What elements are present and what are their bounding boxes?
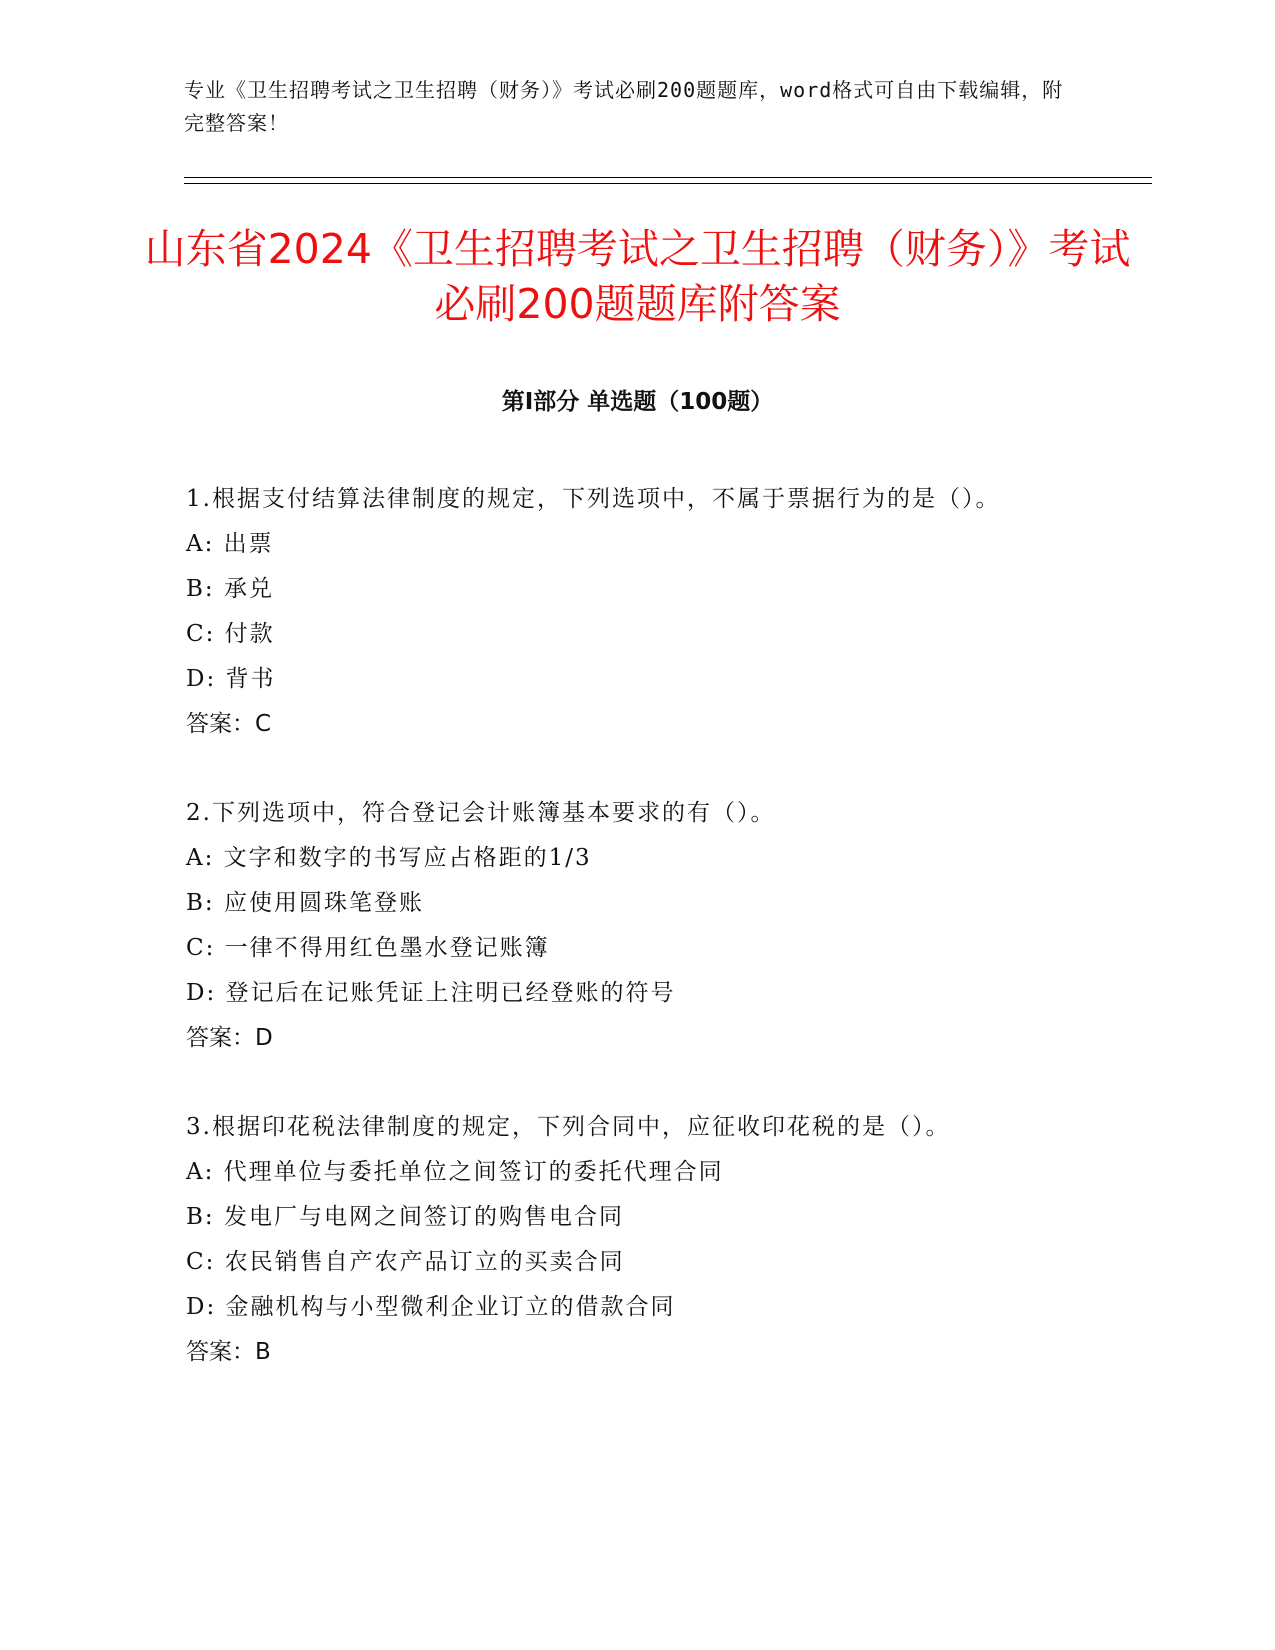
option-a: A: 代理单位与委托单位之间签订的委托代理合同 xyxy=(186,1159,724,1185)
question-stem: 2.下列选项中，符合登记会计账簿基本要求的有（）。 xyxy=(186,800,776,826)
header-divider-bottom xyxy=(184,183,1152,184)
option-b: B: 应使用圆珠笔登账 xyxy=(186,890,424,916)
question-2 xyxy=(186,790,1086,1061)
answer: 答案：C xyxy=(186,711,272,737)
answer: 答案：B xyxy=(186,1339,271,1365)
option-b: B: 发电厂与电网之间签订的购售电合同 xyxy=(186,1204,624,1230)
section-title: 第I部分 单选题（100题） xyxy=(501,389,774,415)
header-divider-top xyxy=(184,177,1152,178)
option-c: C: 付款 xyxy=(186,621,275,647)
question-stem: 3.根据印花税法律制度的规定，下列合同中，应征收印花税的是（）。 xyxy=(186,1114,951,1140)
option-d: D: 背书 xyxy=(186,666,276,692)
question-1 xyxy=(186,476,1086,747)
option-c: C: 农民销售自产农产品订立的买卖合同 xyxy=(186,1249,625,1275)
document-title: 山东省2024《卫生招聘考试之卫生招聘（财务）》考试必刷200题题库附答案 xyxy=(144,225,1131,328)
question-3 xyxy=(186,1104,1086,1375)
question-list xyxy=(186,476,1086,1418)
option-b: B: 承兑 xyxy=(186,576,274,602)
option-d: D: 金融机构与小型微利企业订立的借款合同 xyxy=(186,1294,676,1320)
answer: 答案：D xyxy=(186,1025,273,1051)
option-c: C: 一律不得用红色墨水登记账簿 xyxy=(186,935,550,961)
option-d: D: 登记后在记账凭证上注明已经登账的符号 xyxy=(186,980,676,1006)
option-a: A: 出票 xyxy=(186,531,274,557)
question-stem: 1.根据支付结算法律制度的规定，下列选项中，不属于票据行为的是（）。 xyxy=(186,486,1001,512)
option-a: A: 文字和数字的书写应占格距的1/3 xyxy=(186,845,592,871)
header-note: 专业《卫生招聘考试之卫生招聘（财务）》考试必刷200题题库，word格式可自由下载编辑，附完整答案！ xyxy=(184,78,1064,135)
